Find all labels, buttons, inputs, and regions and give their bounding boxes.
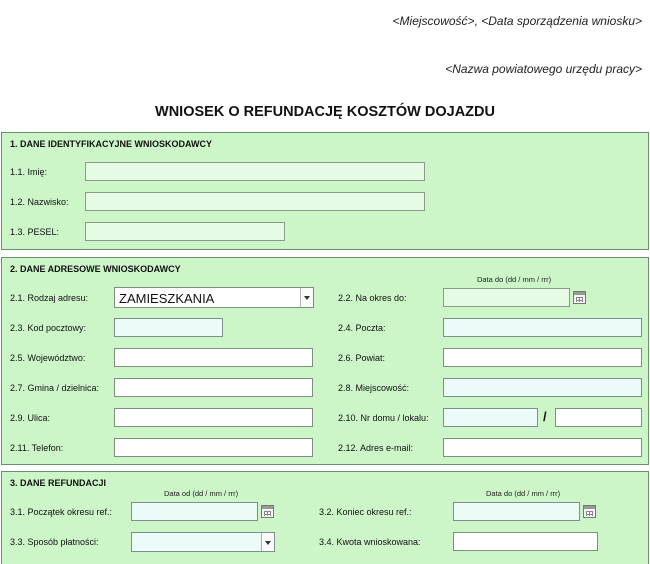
- start-period-field[interactable]: [131, 502, 258, 521]
- email-field[interactable]: [443, 438, 642, 457]
- post-office-field[interactable]: [443, 318, 642, 337]
- payment-method-select[interactable]: [131, 532, 275, 552]
- city-label: 2.8. Miejscowość:: [338, 383, 410, 393]
- chevron-down-icon[interactable]: [300, 288, 313, 307]
- period-to-label: 2.2. Na okres do:: [338, 293, 407, 303]
- date-to-hint: Data do (dd / mm / rrr): [477, 275, 552, 284]
- calendar-icon[interactable]: [573, 291, 586, 304]
- phone-label: 2.11. Telefon:: [10, 443, 64, 453]
- section-refund: [1, 471, 649, 564]
- voivodeship-label: 2.5. Województwo:: [10, 353, 86, 363]
- end-period-field[interactable]: [453, 502, 580, 521]
- house-no-label: 2.10. Nr domu / lokalu:: [338, 413, 429, 423]
- county-field[interactable]: [443, 348, 642, 367]
- section3-title: 3. DANE REFUNDACJI: [10, 478, 107, 488]
- start-period-label: 3.1. Początek okresu ref.:: [10, 507, 113, 517]
- chevron-down-icon[interactable]: [261, 533, 274, 551]
- office-name-placeholder: <Nazwa powiatowego urzędu pracy>: [445, 62, 642, 76]
- first-name-label: 1.1. Imię:: [10, 167, 48, 177]
- date-from-hint: Data od (dd / mm / rrr): [164, 489, 239, 498]
- postal-code-field[interactable]: [114, 318, 223, 337]
- county-label: 2.6. Powiat:: [338, 353, 386, 363]
- calendar-icon[interactable]: [583, 505, 596, 518]
- street-label: 2.9. Ulica:: [10, 413, 51, 423]
- pesel-label: 1.3. PESEL:: [10, 227, 60, 237]
- house-separator: /: [543, 409, 547, 424]
- amount-label: 3.4. Kwota wnioskowana:: [319, 537, 421, 547]
- section2-title: 2. DANE ADRESOWE WNIOSKODAWCY: [10, 264, 181, 274]
- amount-field[interactable]: [453, 532, 598, 551]
- period-to-field[interactable]: [443, 288, 570, 307]
- last-name-label: 1.2. Nazwisko:: [10, 197, 69, 207]
- postal-code-label: 2.3. Kod pocztowy:: [10, 323, 87, 333]
- place-date-placeholder: <Miejscowość>, <Data sporządzenia wniosku>: [392, 14, 642, 28]
- payment-method-label: 3.3. Sposób płatności:: [10, 537, 99, 547]
- date-to-hint-refund: Data do (dd / mm / rrr): [486, 489, 561, 498]
- first-name-field[interactable]: [85, 162, 425, 181]
- house-number-field[interactable]: [443, 408, 538, 427]
- apartment-number-field[interactable]: [555, 408, 642, 427]
- voivodeship-field[interactable]: [114, 348, 313, 367]
- form-title: WNIOSEK O REFUNDACJĘ KOSZTÓW DOJAZDU: [155, 104, 495, 120]
- last-name-field[interactable]: [85, 192, 425, 211]
- section-address: [1, 257, 649, 465]
- address-type-select[interactable]: [114, 287, 314, 308]
- phone-field[interactable]: [114, 438, 313, 457]
- section1-title: 1. DANE IDENTYFIKACYJNE WNIOSKODAWCY: [10, 139, 213, 149]
- pesel-field[interactable]: [85, 222, 285, 241]
- street-field[interactable]: [114, 408, 313, 427]
- email-label: 2.12. Adres e-mail:: [338, 443, 414, 453]
- commune-field[interactable]: [114, 378, 313, 397]
- address-type-value: ZAMIESZKANIA: [119, 291, 215, 306]
- post-office-label: 2.4. Poczta:: [338, 323, 386, 333]
- city-field[interactable]: [443, 378, 642, 397]
- address-type-label: 2.1. Rodzaj adresu:: [10, 293, 89, 303]
- calendar-icon[interactable]: [261, 505, 274, 518]
- section-identification: [1, 132, 649, 250]
- end-period-label: 3.2. Koniec okresu ref.:: [319, 507, 412, 517]
- commune-label: 2.7. Gmina / dzielnica:: [10, 383, 100, 393]
